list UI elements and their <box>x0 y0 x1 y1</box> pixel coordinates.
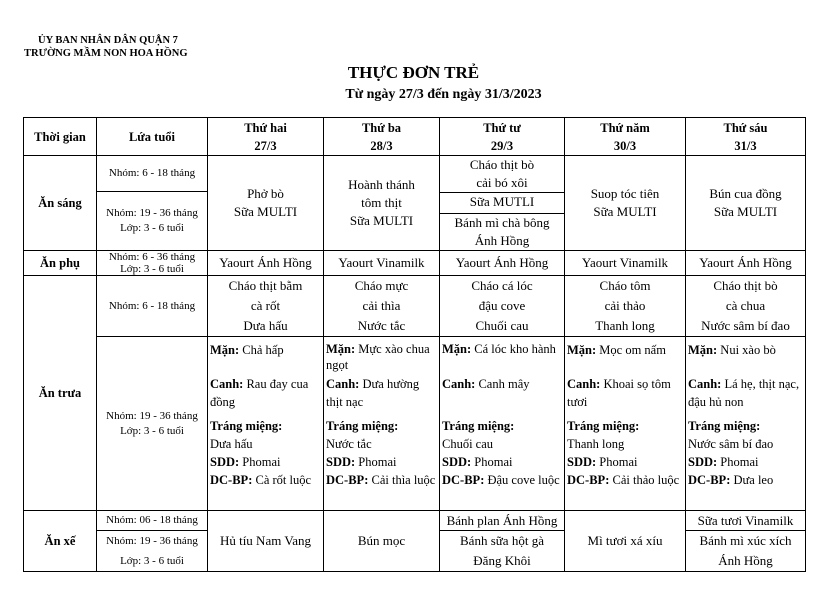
breakfast-thu: Suop tóc tiên Sữa MULTI <box>565 156 686 251</box>
lunch-young-wed: Cháo cá lóc đậu cove Chuối cau <box>440 276 565 337</box>
time-column-header: Thời gian <box>24 118 97 156</box>
day-header-wed: Thứ tư 29/3 <box>440 118 565 156</box>
snack-group: Nhóm: 6 - 36 tháng Lớp: 3 - 6 tuổi <box>97 251 208 276</box>
breakfast-group-young: Nhóm: 6 - 18 tháng <box>97 156 208 192</box>
snack-tue: Yaourt Vinamilk <box>324 251 440 276</box>
day-header-fri: Thứ sáu 31/3 <box>686 118 806 156</box>
snack-row <box>24 251 806 276</box>
lunch-young-mon: Cháo thịt bằm cà rốt Dưa hấu <box>208 276 324 337</box>
lunch-group-young: Nhóm: 6 - 18 tháng <box>97 276 208 337</box>
breakfast-tue: Hoành thánh tôm thịt Sữa MULTI <box>324 156 440 251</box>
lunch-older-fri: Mặn: Nui xào bò Canh: Lá hẹ, thịt nạc, đậu hủ non Tráng miệng: Nước sâm bí đao SDD: Phomai DC-BP: Dưa leo <box>686 337 806 511</box>
date-range: Từ ngày 27/3 đến ngày 31/3/2023 <box>345 87 542 102</box>
snack-mon: Yaourt Ánh Hồng <box>208 251 324 276</box>
day-header-thu: Thứ năm 30/3 <box>565 118 686 156</box>
header-row <box>24 118 806 156</box>
afternoon-wed-older: Bánh sữa hột gà Đăng Khôi <box>440 531 565 572</box>
breakfast-fri: Bún cua đồng Sữa MULTI <box>686 156 806 251</box>
menu-table <box>23 117 806 572</box>
age-column-header: Lứa tuổi <box>97 118 208 156</box>
lunch-young-tue: Cháo mực cải thìa Nước tắc <box>324 276 440 337</box>
lunch-row-1 <box>24 276 806 337</box>
afternoon-label: Ăn xế <box>24 511 97 572</box>
afternoon-wed-young: Bánh plan Ánh Hồng <box>440 511 565 531</box>
breakfast-wed <box>440 156 565 251</box>
lunch-older-thu: Mặn: Mọc om nấm Canh: Khoai sọ tôm tươi Tráng miệng: Thanh long SDD: Phomai DC-BP: Cải thảo luộc <box>565 337 686 511</box>
breakfast-wed-porridge: Cháo thịt bò cải bó xôi <box>469 157 535 190</box>
lunch-row-2 <box>24 337 806 511</box>
lunch-older-mon: Mặn: Chả hấp Canh: Rau đay cua đồng Tráng miệng: Dưa hấu SDD: Phomai DC-BP: Cà rốt luộc <box>208 337 324 511</box>
lunch-older-tue: Mặn: Mực xào chua ngọt Canh: Dưa hường thịt nạc Tráng miệng: Nước tắc SDD: Phomai DC-BP: Cải thìa luộc <box>324 337 440 511</box>
lunch-young-fri: Cháo thịt bò cà chua Nước sâm bí đao <box>686 276 806 337</box>
district-committee: ỦY BAN NHÂN DÂN QUẬN 7 <box>38 35 178 46</box>
snack-thu: Yaourt Vinamilk <box>565 251 686 276</box>
day-header-mon: Thứ hai 27/3 <box>208 118 324 156</box>
afternoon-mon: Hủ tíu Nam Vang <box>208 511 324 572</box>
afternoon-thu: Mì tươi xá xíu <box>565 511 686 572</box>
afternoon-fri-older: Bánh mì xúc xích Ánh Hồng <box>686 531 806 572</box>
organization-header <box>24 34 188 60</box>
lunch-older-wed: Mặn: Cá lóc kho hành Canh: Canh mây Tráng miệng: Chuối cau SDD: Phomai DC-BP: Đậu cove luộc <box>440 337 565 511</box>
lunch-group-older: Nhóm: 19 - 36 tháng Lớp: 3 - 6 tuổi <box>97 337 208 511</box>
breakfast-group-older: Nhóm: 19 - 36 tháng Lớp: 3 - 6 tuổi <box>97 192 208 251</box>
afternoon-tue: Bún mọc <box>324 511 440 572</box>
breakfast-wed-milk: Sữa MUTLI <box>440 192 564 213</box>
afternoon-fri-young: Sữa tươi Vinamilk <box>686 511 806 531</box>
breakfast-row-1 <box>24 156 806 192</box>
breakfast-mon: Phở bò Sữa MULTI <box>208 156 324 251</box>
lunch-young-thu: Cháo tôm cải thảo Thanh long <box>565 276 686 337</box>
afternoon-group-older: Nhóm: 19 - 36 tháng Lớp: 3 - 6 tuổi <box>97 531 208 572</box>
afternoon-group-young: Nhóm: 06 - 18 tháng <box>97 511 208 531</box>
breakfast-label: Ăn sáng <box>24 156 97 251</box>
snack-fri: Yaourt Ánh Hồng <box>686 251 806 276</box>
breakfast-wed-bread: Bánh mì chà bông Ánh Hồng <box>440 213 564 250</box>
menu-title: THỰC ĐƠN TRẺ <box>347 63 480 82</box>
afternoon-row-1 <box>24 511 806 531</box>
lunch-label: Ăn trưa <box>24 276 97 511</box>
snack-wed: Yaourt Ánh Hồng <box>440 251 565 276</box>
day-header-tue: Thứ ba 28/3 <box>324 118 440 156</box>
school-name: TRƯỜNG MẦM NON HOA HỒNG <box>24 48 188 59</box>
snack-label: Ăn phụ <box>24 251 97 276</box>
